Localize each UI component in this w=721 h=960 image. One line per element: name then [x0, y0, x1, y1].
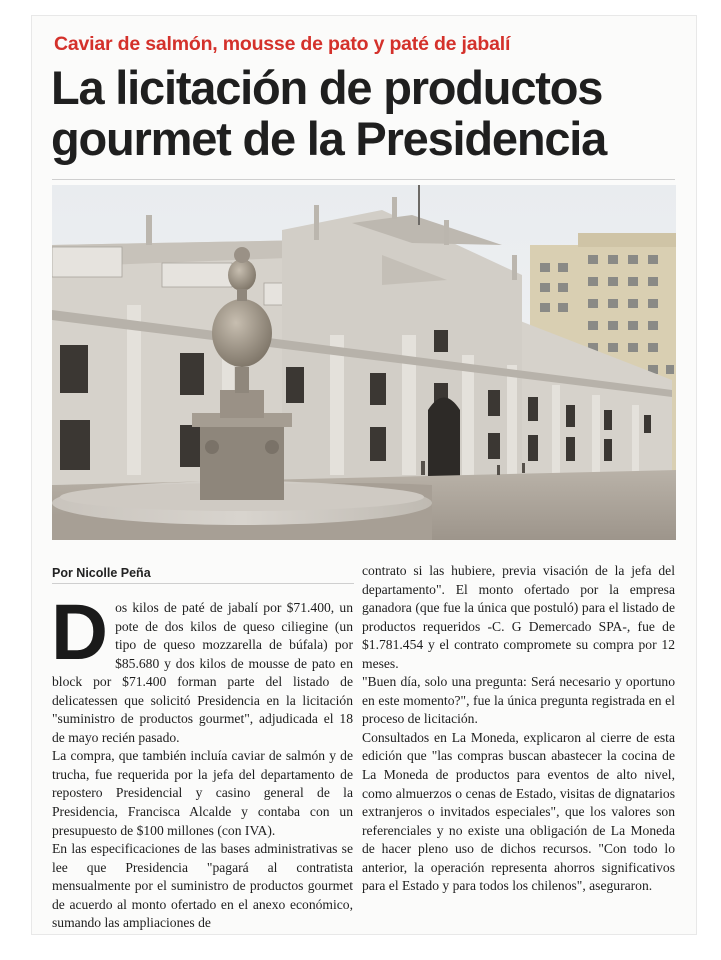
la-moneda-photo [52, 185, 676, 540]
article-kicker: Caviar de salmón, mousse de pato y paté de jabalí [54, 33, 511, 55]
article-paragraph: contrato si las hubiere, previa visación de la jefa del departamento". El monto ofertado por la empresa ganadora (que fue la única que postuló) para el listado de productos requeridos -C. G Demercado SPA-, fue de $1.781.454 y el contrato compromete su compra por 12 meses. [362, 563, 675, 671]
article-column-1 [51, 587, 353, 933]
article-headline: La licitación de productos gourmet de la Presidencia [51, 61, 607, 165]
article-column-2 [362, 562, 675, 896]
headline-divider [52, 179, 675, 180]
drop-cap: D [51, 587, 109, 676]
article-paragraph: "Buen día, solo una pregunta: Será necesario y oportuno en este momento?", fue la única pregunta registrada en el proceso de licitación. [362, 674, 675, 727]
article-paragraph [51, 587, 353, 747]
lead-text: os kilos de paté de jabalí por $71.400, un pote de dos kilos de queso ciliegine (un tipo de queso mozzarella de búfala) por $85.680 y dos kilos de mousse de pato en block por $71.400 forman parte del listado de delicatessen que solicitó Presidencia en la licitación "suministro de productos gourmet", adjudicada el 18 de mayo recién pasado. [52, 600, 353, 745]
article-paragraph: Consultados en La Moneda, explicaron al cierre de esta edición que "las compras buscan abastecer la cocina de La Moneda de productos para eventos de alto nivel, como almuerzos o cenas de Estado, visitas de dignatarios extranjeros o invitados especiales", que los valores son referenciales y no existe una obligación de La Moneda de hacer pleno uso de dichos recursos. "Con todo lo anterior, la operación representa ahorros significativos para el Estado y para todos los chilenos", aseguraron. [362, 729, 675, 894]
article-byline: Por Nicolle Peña [52, 566, 151, 580]
article-paragraph: La compra, que también incluía caviar de salmón y de trucha, fue requerida por la jefa del departamento de repostero Presidencial y casino general de la Presidencia, Francisca Alcalde y contaba con un presupuesto de $100 millones (con IVA). [52, 748, 353, 838]
article-paragraph: En las especificaciones de las bases administrativas se lee que Presidencia "pagará al contratista mensualmente por el suministro de productos gourmet de acuerdo al monto ofertado en el anexo económico, sumando las ampliaciones de [52, 841, 353, 931]
byline-divider [52, 583, 354, 584]
